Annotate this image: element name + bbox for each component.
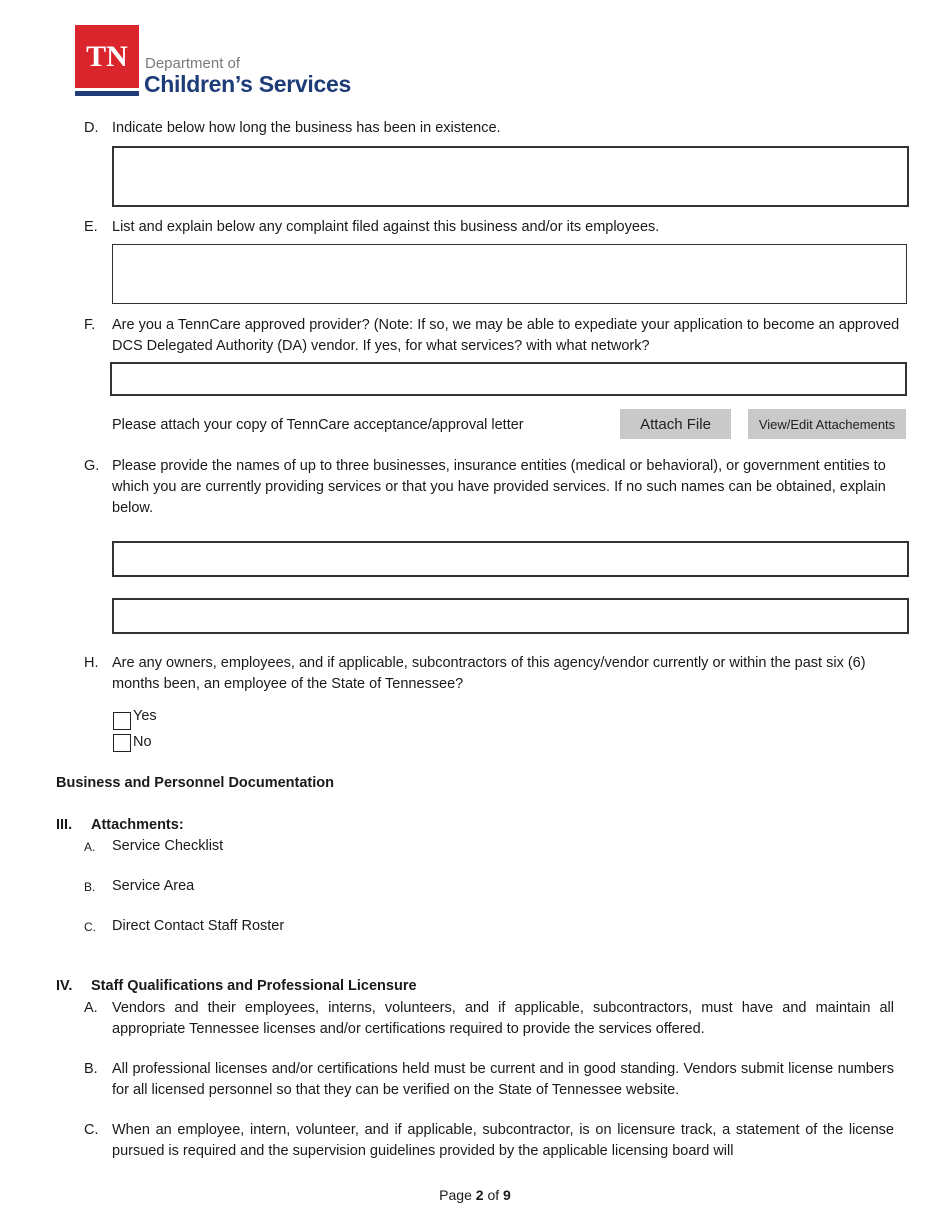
attachment-b-text: Service Area: [112, 878, 195, 894]
question-h-text: Are any owners, employees, and if applicable, subcontractors of this agency/vendor currently or within the past six (6) months been, an employee of the State of Tennessee?: [112, 655, 866, 692]
section-4-numeral: IV.: [56, 978, 73, 994]
question-f-text: Are you a TennCare approved provider? (Note: If so, we may be able to expediate your application to become an approved DCS Delegated Authority (DA) vendor. If yes, for what services? with what network?: [112, 317, 900, 354]
yes-checkbox[interactable]: [113, 712, 131, 730]
logo-agency-name: Children’s Services: [144, 71, 351, 97]
licensure-a-text: Vendors and their employees, interns, volunteers, and if applicable, subcontractors, must have and maintain all appropriate Tennessee licenses and/or certifications required to provide the services offered.: [112, 1000, 894, 1037]
business-existence-field[interactable]: [112, 146, 909, 207]
attachment-a-letter: A.: [84, 840, 96, 854]
complaints-field[interactable]: [112, 244, 907, 304]
no-label: No: [133, 734, 152, 750]
business-name-field-1[interactable]: [112, 541, 909, 577]
attachment-a-text: Service Checklist: [112, 838, 224, 854]
business-name-field-2[interactable]: [112, 598, 909, 634]
question-d-text: Indicate below how long the business has been in existence.: [112, 120, 501, 136]
licensure-b-text: All professional licenses and/or certifications held must be current and in good standing. Vendors submit license numbers for all licensed personnel so that they can be verified on the State of Tennessee website.: [112, 1061, 894, 1098]
section-title: Business and Personnel Documentation: [56, 775, 334, 791]
attachment-c-text: Direct Contact Staff Roster: [112, 918, 285, 934]
logo-department-text: Department of: [145, 55, 241, 72]
tn-logo-badge: TN: [75, 25, 139, 88]
tenncare-services-field[interactable]: [110, 362, 907, 396]
licensure-a-letter: A.: [84, 1000, 98, 1016]
question-g-letter: G.: [84, 458, 100, 474]
logo-underline: [75, 91, 139, 96]
attach-letter-prompt: Please attach your copy of TennCare acceptance/approval letter: [112, 417, 524, 433]
total-pages: 9: [503, 1187, 511, 1203]
attach-file-button[interactable]: Attach File: [620, 409, 731, 439]
section-3-title: Attachments:: [91, 817, 184, 833]
question-e-text: List and explain below any complaint filed against this business and/or its employees.: [112, 219, 660, 235]
attachment-c-letter: C.: [84, 920, 96, 934]
no-checkbox[interactable]: [113, 734, 131, 752]
question-f-letter: F.: [84, 317, 96, 333]
section-3-numeral: III.: [56, 817, 73, 833]
view-edit-attachments-button[interactable]: View/Edit Attachements: [748, 409, 906, 439]
current-page: 2: [475, 1187, 484, 1203]
question-g-text: Please provide the names of up to three businesses, insurance entities (medical or behavioral), or government entities to which you are currently providing services or that you have provided services. If no such names can be obtained, explain below.: [112, 458, 886, 516]
page-number: Page 2 of 9: [439, 1187, 511, 1203]
section-4-title: Staff Qualifications and Professional Licensure: [91, 978, 417, 994]
question-h-letter: H.: [84, 655, 99, 671]
licensure-c-letter: C.: [84, 1122, 99, 1138]
licensure-b-letter: B.: [84, 1061, 98, 1077]
question-d-letter: D.: [84, 120, 99, 136]
attachment-b-letter: B.: [84, 880, 96, 894]
licensure-c-text: When an employee, intern, volunteer, and if applicable, subcontractor, is on licensure track, a statement of the license pursued is required and the supervision guidelines provided by the applicable licensing board will: [112, 1122, 894, 1159]
yes-label: Yes: [133, 708, 157, 724]
question-e-letter: E.: [84, 219, 98, 235]
